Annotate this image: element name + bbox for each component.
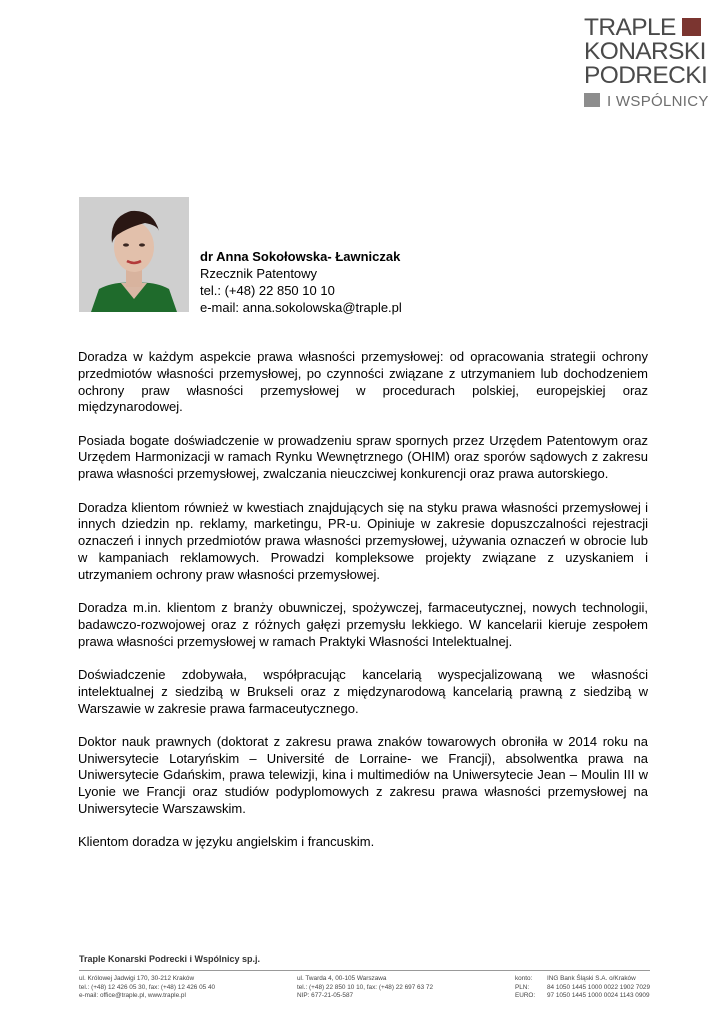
footer-divider: [79, 970, 650, 971]
portrait-photo: [79, 197, 189, 312]
footer-firm-name: Traple Konarski Podrecki i Wspólnicy sp.j.: [79, 954, 261, 964]
logo-word-wspolnicy: I WSPÓLNICY: [607, 93, 709, 110]
footer-line: e-mail: office@traple.pl, www.traple.pl: [79, 992, 186, 1000]
logo-grey-square: [584, 93, 600, 107]
bio-paragraph: Doświadczenie zdobywała, współpracując kancelarią wyspecjalizowaną we własności intelektualnej z siedzibą w Brukseli oraz z międzynarodową kancelarią prawną z siedzibą w Warszawie w zakresie prawa farmaceutycznego.: [78, 666, 648, 716]
logo-line-4: [584, 93, 714, 110]
person-email: e-mail: anna.sokolowska@traple.pl: [200, 300, 402, 315]
bio-paragraph: Doradza m.in. klientom z branży obuwniczej, spożywczej, farmaceutycznej, nowych technologii, badawczo-rozwojowej oraz z różnych gałęzi przemysłu lekkiego. W kancelarii kieruje zespołem prawa własności przemysłowej w ramach Praktyki Własności Intelektualnej.: [78, 600, 648, 649]
footer-bank-details: [515, 975, 650, 1001]
bank-value: ING Bank Śląski S.A. o/Kraków: [546, 975, 636, 982]
bio-paragraph: Posiada bogate doświadczenie w prowadzeniu spraw spornych przez Urzędem Patentowym oraz Urzędem Harmonizacji w ramach Rynku Wewnętrznego (OHIM) oraz sporów sądowych z zakresu prawa własności przemysłowej, zwalczania nieuczciwej konkurencji oraz prawa autorskiego.: [78, 432, 648, 482]
logo-line-2: KONARSKI: [584, 38, 706, 65]
footer-columns: [79, 975, 650, 1001]
bio-paragraph: Doradza klientom również w kwestiach znajdujących się na styku prawa własności przemysłowej i innych dziedzin np. reklamy, marketingu, PR-u. Opiniuje w zakresie dopuszczalności rejestracji oznaczeń i innych przedmiotów prawa własności przemysłowej, używania oznaczeń w obrocie lub w kampaniach reklamowych. Prowadzi kompleksowe projekty związane z uzyskaniem i utrzymaniem ochrony praw własności przemysłowej.: [78, 499, 648, 582]
contact-block: [200, 248, 402, 316]
footer-line: tel.: (+48) 22 850 10 10, fax: (+48) 22 697 63 72: [296, 983, 434, 991]
logo-line-3: PODRECKI: [584, 62, 708, 89]
footer-line: ul. Królowej Jadwigi 170, 30-212 Kraków: [79, 975, 195, 982]
person-title: Rzecznik Patentowy: [200, 266, 318, 281]
bio-paragraph: Klientom doradza w języku angielskim i francuskim.: [78, 834, 375, 850]
person-phone: tel.: (+48) 22 850 10 10: [200, 283, 335, 298]
bank-key: EURO:: [514, 992, 536, 1000]
bank-value: 84 1050 1445 1000 0022 1902 7029: [546, 983, 650, 991]
bio-paragraph: Doradza w każdym aspekcie prawa własności przemysłowej: od opracowania strategii ochrony przedmiotów własności przemysłowej, po czynności związane z utrzymaniem lub dochodzeniem ochrony praw własności przemysłowej w procedurach polskiej, europejskiej oraz międzynarodowej.: [78, 349, 648, 415]
biography: [78, 349, 648, 868]
footer-krakow-office: [79, 975, 215, 1001]
logo-word-traple: TRAPLE: [584, 14, 676, 41]
person-name: dr Anna Sokołowska- Ławniczak: [200, 249, 401, 264]
bio-paragraph: Doktor nauk prawnych (doktorat z zakresu prawa znaków towarowych obroniła w 2014 roku na Uniwersytecie Lotaryńskim – Université de Lorraine- we Francji), absolwentka prawa na Uniwersytecie Gdańskim, prawa telewizji, kina i multimediów na Uniwersytecie Jean – Moulin III w Lyonie we Francji oraz studiów podyplomowych z zakresu prawa własności przemysłowej na Uniwersytecie Warszawskim.: [78, 733, 648, 817]
page-footer: [79, 954, 650, 1001]
logo-line-1: [584, 16, 714, 40]
footer-line: tel.: (+48) 12 426 05 30, fax: (+48) 12 426 05 40: [79, 983, 216, 991]
footer-line: ul. Twarda 4, 00-105 Warszawa: [296, 975, 387, 982]
footer-line: NIP: 677-21-05-587: [296, 992, 354, 1000]
footer-warszawa-office: [297, 975, 433, 1001]
firm-logo: [584, 16, 714, 110]
logo-accent-square: [682, 18, 701, 36]
bank-key: PLN:: [514, 983, 530, 991]
portrait-illustration: [79, 197, 189, 312]
bank-key: konto:: [514, 975, 533, 982]
bank-value: 97 1050 1445 1000 0024 1143 0909: [546, 992, 650, 1000]
